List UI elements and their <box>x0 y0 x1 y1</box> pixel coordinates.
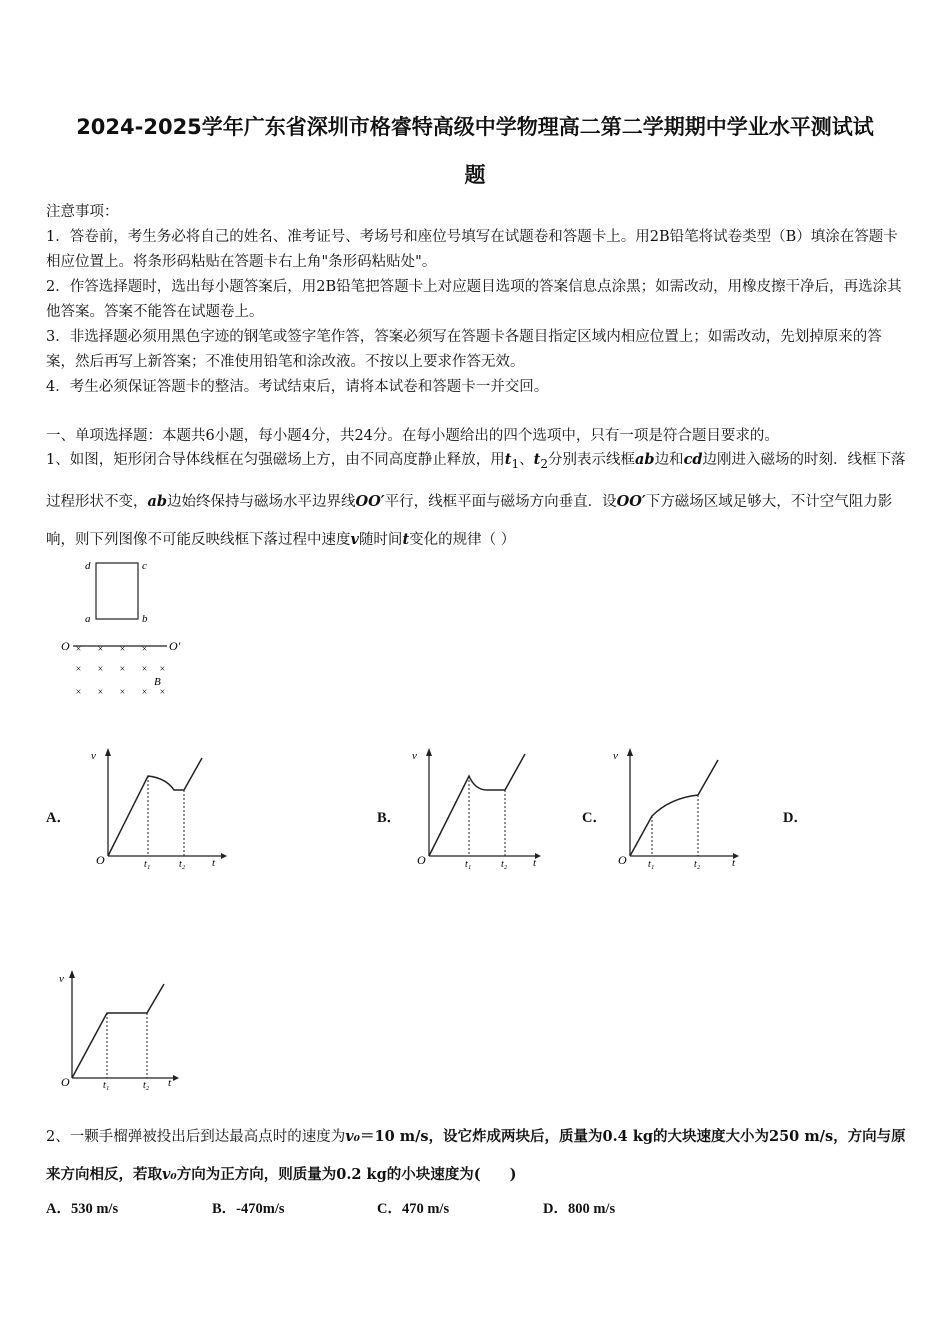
q1-sub: 1 <box>511 456 520 471</box>
q1-text-part: 1、如图，矩形闭合导体线框在匀强磁场上方，由不同高度静止释放，用 <box>46 452 505 468</box>
q2-choice-c[interactable]: C．470 m/s <box>377 1201 450 1217</box>
q2-text-part: ＝10 m/s，设它炸成两块后，质量为0.4 kg的大块速度大小为250 m/s，方向与原来方向相反，若取 <box>46 1128 906 1183</box>
q2-var-v0: v₀ <box>345 1128 361 1145</box>
notice-item: 2．作答选择题时，选出每小题答案后，用2B铅笔把答题卡上对应题目选项的答案信息点涂黑；如需改动，用橡皮擦干净后，再选涂其他答案。答案不能答在试题卷上。 <box>46 279 902 320</box>
label-B: B <box>154 676 161 688</box>
q1-var-ab: ab <box>635 451 655 468</box>
q1-frame-figure <box>55 555 195 700</box>
label-d: d <box>85 560 91 572</box>
q1-var-v: v <box>350 530 359 548</box>
field-cross: × <box>159 687 166 698</box>
field-cross: × <box>141 644 148 655</box>
graph-b[interactable] <box>409 740 549 870</box>
v-label: v <box>91 750 96 762</box>
field-cross: × <box>141 664 148 675</box>
t2-label: t₂ <box>179 859 186 870</box>
t1-label: t₁ <box>465 859 472 870</box>
q1-text-part: 、 <box>519 452 534 468</box>
origin-label: O <box>618 853 627 867</box>
graph-d[interactable] <box>52 962 192 1092</box>
q2-choice-d[interactable]: D．800 m/s <box>543 1201 616 1217</box>
notice-block <box>46 200 908 400</box>
origin-label: O <box>96 853 105 867</box>
t2-label: t₂ <box>694 859 701 870</box>
field-crosses <box>75 644 166 698</box>
field-cross: × <box>97 664 104 675</box>
q1-var-t2: t <box>533 451 541 468</box>
q1-var-cd: cd <box>683 451 703 468</box>
field-cross: × <box>159 664 166 675</box>
q1-var-ab: ab <box>147 492 168 510</box>
question-2-text <box>46 1118 908 1194</box>
t-label: t <box>732 857 736 869</box>
origin-label: O <box>417 853 426 867</box>
graph-a[interactable] <box>88 740 228 870</box>
q1-option-b-label[interactable]: B． <box>377 810 402 826</box>
t1-label: t₁ <box>144 859 151 870</box>
label-b: b <box>142 613 148 625</box>
field-cross: × <box>97 687 104 698</box>
v-label: v <box>59 973 64 985</box>
label-O-prime: O′ <box>169 639 181 653</box>
velocity-curve <box>429 754 525 856</box>
t1-label: t₁ <box>103 1080 110 1091</box>
question-1-text <box>46 441 908 559</box>
t1-label: t₁ <box>648 859 655 870</box>
q1-text-part: 下方磁场区域足够大，不计空气阻力影响，则下列图像不可能反映线框下落过程中速度 <box>46 493 893 548</box>
field-cross: × <box>119 664 126 675</box>
q1-option-d-label[interactable]: D． <box>783 810 808 826</box>
label-O: O <box>61 639 70 653</box>
field-cross: × <box>141 687 148 698</box>
v-axis-arrow <box>426 748 432 756</box>
q1-var-oo: OO′ <box>355 492 385 510</box>
t-axis-arrow <box>221 853 227 859</box>
q1-text-part: 平行，线框平面与磁场方向垂直．设 <box>384 493 617 510</box>
notice-item: 3．非选择题必须用黑色字迹的钢笔或签字笔作答，答案必须写在答题卡各题目指定区域内相应位置上；如需改动，先划掉原来的答案，然后再写上新答案；不准使用铅笔和涂改液。不按以上要求作答无效。 <box>46 329 882 370</box>
notice-heading: 注意事项： <box>46 204 119 220</box>
q2-choice-a[interactable]: A．530 m/s <box>46 1201 119 1217</box>
section-heading: 一、单项选择题：本题共6小题，每小题4分，共24分。在每小题给出的四个选项中，只有一项是符合题目要求的。 <box>46 428 779 444</box>
page-title <box>40 103 910 199</box>
field-cross: × <box>119 644 126 655</box>
t-label: t <box>533 857 537 869</box>
q2-text-part: 2、一颗手榴弹被投出后到达最高点时的速度为 <box>46 1129 346 1145</box>
t2-label: t₂ <box>143 1080 150 1091</box>
notice-item: 4．考生必须保证答题卡的整洁。考试结束后，请将本试卷和答题卡一并交回。 <box>46 379 549 395</box>
q1-option-c-label[interactable]: C． <box>582 810 607 826</box>
q1-sub: 2 <box>540 456 549 471</box>
title-line-2: 题 <box>464 163 486 187</box>
q1-var-t1: t <box>504 451 512 468</box>
field-cross: × <box>75 644 82 655</box>
graph-c[interactable] <box>610 740 750 870</box>
t-axis-arrow <box>173 1075 179 1081</box>
q2-var-v0: v₀ <box>162 1166 177 1183</box>
v-axis-arrow <box>69 970 75 978</box>
q1-option-a-label[interactable]: A． <box>46 810 71 826</box>
velocity-curve <box>108 758 202 856</box>
wire-frame <box>96 563 138 619</box>
v-axis-arrow <box>627 748 633 756</box>
q1-text-part: 边刚进入磁场的时刻．线框下落过程形状不变， <box>46 452 906 510</box>
q1-text-part: 变化的规律（ ） <box>409 531 516 548</box>
label-c: c <box>142 560 147 572</box>
q2-text-part: 方向为正方向，则质量为0.2 kg的小块速度为( ) <box>176 1166 517 1183</box>
q1-text-part: 边始终保持与磁场水平边界线 <box>167 493 356 510</box>
t2-label: t₂ <box>501 859 508 870</box>
velocity-curve <box>72 984 164 1078</box>
field-cross: × <box>119 687 126 698</box>
title-line-1: 2024-2025学年广东省深圳市格睿特高级中学物理高二第二学期期中学业水平测试试 <box>76 115 874 139</box>
v-label: v <box>412 750 417 762</box>
v-axis-arrow <box>105 748 111 756</box>
velocity-curve <box>630 760 718 856</box>
q1-text-part: 边和 <box>654 452 684 468</box>
field-cross: × <box>97 644 104 655</box>
field-cross: × <box>75 664 82 675</box>
t-label: t <box>168 1077 172 1089</box>
label-a: a <box>85 613 91 625</box>
t-label: t <box>212 857 216 869</box>
origin-label: O <box>61 1075 70 1089</box>
q1-var-t: t <box>402 530 410 548</box>
v-label: v <box>613 750 618 762</box>
q1-text-part: 随时间 <box>358 531 403 548</box>
notice-item: 1．答卷前，考生务必将自己的姓名、准考证号、考场号和座位号填写在试题卷和答题卡上。用2B铅笔将试卷类型（B）填涂在答题卡相应位置上。将条形码粘贴在答题卡右上角"条形码粘贴处"。 <box>46 229 898 270</box>
q1-text-part: 分别表示线框 <box>548 452 636 468</box>
q2-choice-b[interactable]: B．-470m/s <box>212 1201 285 1217</box>
q1-var-oo: OO′ <box>616 492 646 510</box>
field-cross: × <box>75 687 82 698</box>
